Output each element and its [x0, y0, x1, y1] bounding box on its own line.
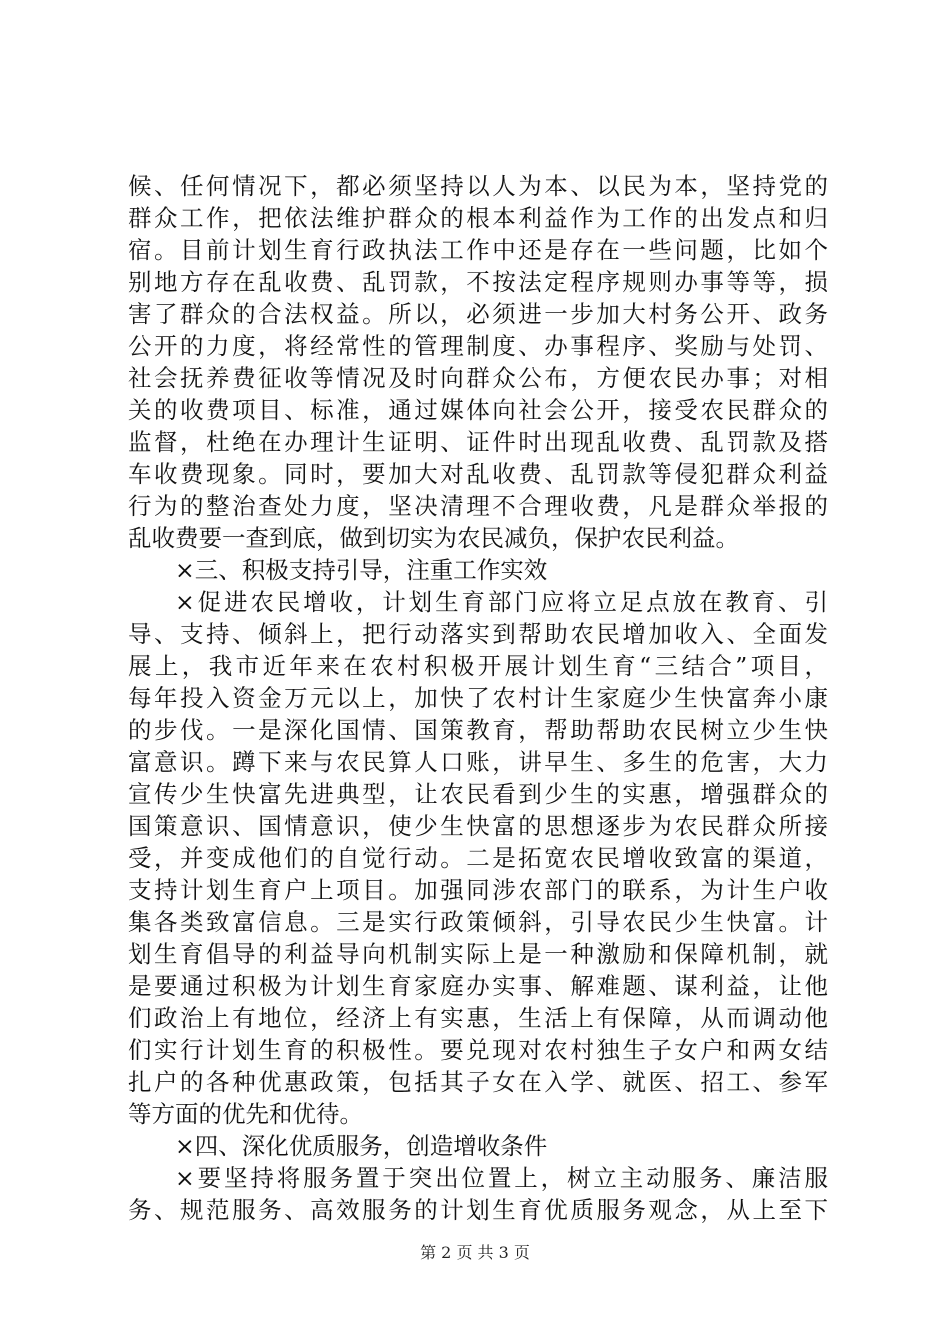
text-line: 害了群众的合法权益。所以，必须进一步加大村务公开、政务: [128, 300, 828, 328]
text-line: 每年投入资金万元以上，加快了农村计生家庭少生快富奔小康: [128, 684, 828, 712]
text-line: 别地方存在乱收费、乱罚款，不按法定程序规则办事等等，损: [128, 268, 828, 296]
text-line: 务、规范服务、高效服务的计划生育优质服务观念，从上至下: [128, 1196, 828, 1224]
text-line: 关的收费项目、标准，通过媒体向社会公开，接受农民群众的: [128, 396, 828, 424]
text-line: 的步伐。一是深化国情、国策教育，帮助帮助农民树立少生快: [128, 716, 828, 744]
text-line: 乱收费要一查到底，做到切实为农民减负，保护农民利益。: [128, 524, 739, 552]
text-line: 们实行计划生育的积极性。要兑现对农村独生子女户和两女结: [128, 1036, 828, 1064]
text-line: ×促进农民增收，计划生育部门应将立足点放在教育、引: [175, 588, 828, 616]
text-line: 车收费现象。同时，要加大对乱收费、乱罚款等侵犯群众利益: [128, 460, 828, 488]
text-line: 等方面的优先和优待。: [128, 1100, 363, 1128]
text-line: 群众工作，把依法维护群众的根本利益作为工作的出发点和归: [128, 204, 828, 232]
text-line: 展上，我市近年来在农村积极开展计划生育“三结合”项目，: [128, 652, 828, 680]
body-text: [128, 170, 828, 1226]
text-line: 监督，杜绝在办理计生证明、证件时出现乱收费、乱罚款及搭: [128, 428, 828, 456]
text-line: 富意识。蹲下来与农民算人口账，讲早生、多生的危害，大力: [128, 748, 828, 776]
text-line: 导、支持、倾斜上，把行动落实到帮助农民增加收入、全面发: [128, 620, 828, 648]
text-line: ×要坚持将服务置于突出位置上，树立主动服务、廉洁服: [175, 1164, 828, 1192]
text-line: 划生育倡导的利益导向机制实际上是一种激励和保障机制，就: [128, 940, 828, 968]
text-line: 受，并变成他们的自觉行动。二是拓宽农民增收致富的渠道，: [128, 844, 828, 872]
text-line: 支持计划生育户上项目。加强同涉农部门的联系，为计生户收: [128, 876, 828, 904]
text-line: 宣传少生快富先进典型，让农民看到少生的实惠，增强群众的: [128, 780, 828, 808]
text-line: 宿。目前计划生育行政执法工作中还是存在一些问题，比如个: [128, 236, 828, 264]
text-line: 社会抚养费征收等情况及时向群众公布，方便农民办事；对相: [128, 364, 828, 392]
text-line: ×四、深化优质服务，创造增收条件: [175, 1132, 548, 1160]
text-line: 集各类致富信息。三是实行政策倾斜，引导农民少生快富。计: [128, 908, 828, 936]
text-line: 扎户的各种优惠政策，包括其子女在入学、就医、招工、参军: [128, 1068, 828, 1096]
text-line: 是要通过积极为计划生育家庭办实事、解难题、谋利益，让他: [128, 972, 828, 1000]
text-line: 公开的力度，将经常性的管理制度、办事程序、奖励与处罚、: [128, 332, 828, 360]
text-line: 行为的整治查处力度，坚决清理不合理收费，凡是群众举报的: [128, 492, 828, 520]
text-line: ×三、积极支持引导，注重工作实效: [175, 556, 548, 584]
text-line: 们政治上有地位，经济上有实惠，生活上有保障，从而调动他: [128, 1004, 828, 1032]
page-footer: 第 2 页 共 3 页: [420, 1243, 530, 1262]
text-line: 国策意识、国情意识，使少生快富的思想逐步为农民群众所接: [128, 812, 828, 840]
text-line: 候、任何情况下，都必须坚持以人为本、以民为本，坚持党的: [128, 172, 828, 200]
